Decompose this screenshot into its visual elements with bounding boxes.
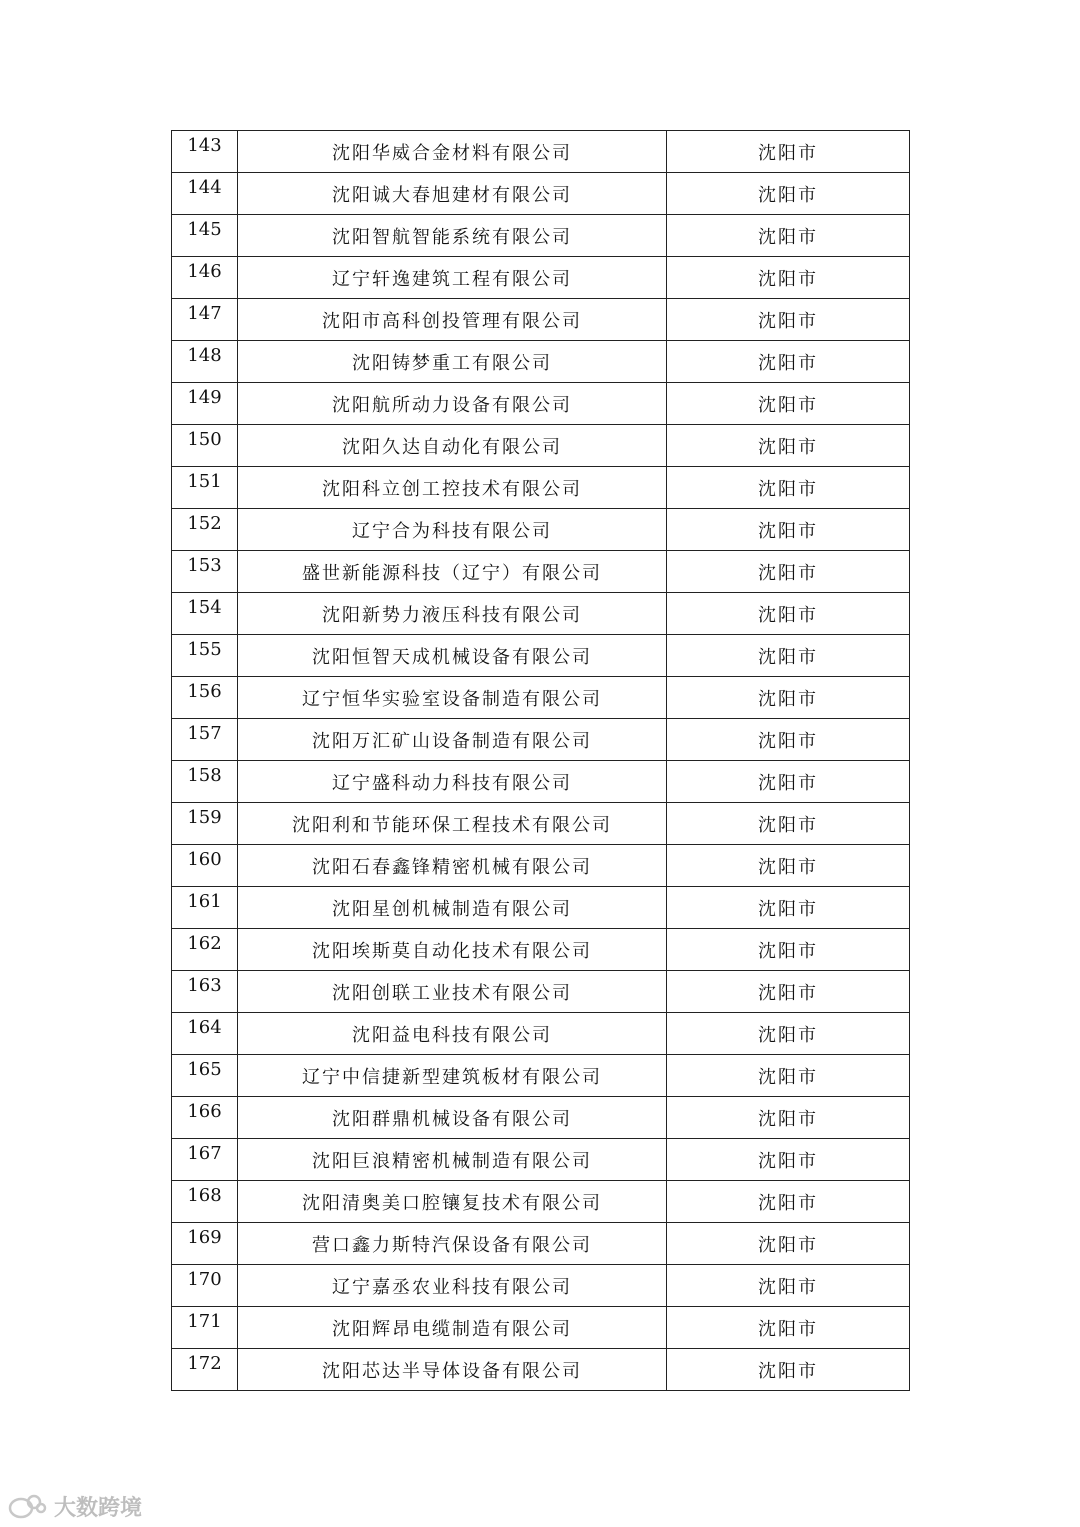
company-name: 沈阳清奥美口腔镶复技术有限公司 <box>238 1181 667 1223</box>
row-number: 144 <box>172 173 238 215</box>
company-name: 沈阳航所动力设备有限公司 <box>238 383 667 425</box>
row-number: 162 <box>172 929 238 971</box>
company-name: 沈阳万汇矿山设备制造有限公司 <box>238 719 667 761</box>
watermark-text: 大数跨境 <box>54 1496 143 1521</box>
company-name: 辽宁盛科动力科技有限公司 <box>238 761 667 803</box>
company-list-table <box>171 130 910 1391</box>
table-body <box>172 131 910 1391</box>
row-number: 143 <box>172 131 238 173</box>
table-row <box>172 341 910 383</box>
city-name: 沈阳市 <box>667 593 910 635</box>
row-number: 155 <box>172 635 238 677</box>
table-row <box>172 131 910 173</box>
city-name: 沈阳市 <box>667 341 910 383</box>
table-row <box>172 1307 910 1349</box>
row-number: 157 <box>172 719 238 761</box>
city-name: 沈阳市 <box>667 1349 910 1391</box>
row-number: 161 <box>172 887 238 929</box>
row-number: 145 <box>172 215 238 257</box>
city-name: 沈阳市 <box>667 551 910 593</box>
row-number: 163 <box>172 971 238 1013</box>
city-name: 沈阳市 <box>667 1265 910 1307</box>
row-number: 153 <box>172 551 238 593</box>
company-name: 沈阳华威合金材料有限公司 <box>238 131 667 173</box>
table-row <box>172 509 910 551</box>
row-number: 160 <box>172 845 238 887</box>
city-name: 沈阳市 <box>667 719 910 761</box>
company-name: 沈阳利和节能环保工程技术有限公司 <box>238 803 667 845</box>
row-number: 152 <box>172 509 238 551</box>
table-row <box>172 887 910 929</box>
company-name: 沈阳恒智天成机械设备有限公司 <box>238 635 667 677</box>
company-name: 辽宁轩逸建筑工程有限公司 <box>238 257 667 299</box>
table-row <box>172 1013 910 1055</box>
table-row <box>172 719 910 761</box>
company-name: 辽宁合为科技有限公司 <box>238 509 667 551</box>
table-row <box>172 1265 910 1307</box>
city-name: 沈阳市 <box>667 761 910 803</box>
company-name: 沈阳辉昂电缆制造有限公司 <box>238 1307 667 1349</box>
row-number: 170 <box>172 1265 238 1307</box>
row-number: 165 <box>172 1055 238 1097</box>
city-name: 沈阳市 <box>667 803 910 845</box>
row-number: 146 <box>172 257 238 299</box>
company-name: 辽宁嘉丞农业科技有限公司 <box>238 1265 667 1307</box>
company-name: 沈阳埃斯莫自动化技术有限公司 <box>238 929 667 971</box>
row-number: 169 <box>172 1223 238 1265</box>
company-name: 沈阳科立创工控技术有限公司 <box>238 467 667 509</box>
row-number: 147 <box>172 299 238 341</box>
city-name: 沈阳市 <box>667 215 910 257</box>
company-name: 沈阳铸梦重工有限公司 <box>238 341 667 383</box>
table-row <box>172 845 910 887</box>
row-number: 148 <box>172 341 238 383</box>
row-number: 171 <box>172 1307 238 1349</box>
company-name: 沈阳智航智能系统有限公司 <box>238 215 667 257</box>
city-name: 沈阳市 <box>667 845 910 887</box>
table-row <box>172 1223 910 1265</box>
table-row <box>172 173 910 215</box>
city-name: 沈阳市 <box>667 299 910 341</box>
company-name: 沈阳群鼎机械设备有限公司 <box>238 1097 667 1139</box>
row-number: 166 <box>172 1097 238 1139</box>
table-row <box>172 1097 910 1139</box>
city-name: 沈阳市 <box>667 971 910 1013</box>
city-name: 沈阳市 <box>667 1013 910 1055</box>
table-row <box>172 467 910 509</box>
table-row <box>172 299 910 341</box>
row-number: 168 <box>172 1181 238 1223</box>
row-number: 164 <box>172 1013 238 1055</box>
city-name: 沈阳市 <box>667 425 910 467</box>
table-row <box>172 383 910 425</box>
table-row <box>172 215 910 257</box>
company-name: 沈阳芯达半导体设备有限公司 <box>238 1349 667 1391</box>
city-name: 沈阳市 <box>667 887 910 929</box>
watermark <box>8 1491 142 1522</box>
city-name: 沈阳市 <box>667 509 910 551</box>
city-name: 沈阳市 <box>667 635 910 677</box>
city-name: 沈阳市 <box>667 257 910 299</box>
table-row <box>172 929 910 971</box>
company-name: 营口鑫力斯特汽保设备有限公司 <box>238 1223 667 1265</box>
table-row <box>172 257 910 299</box>
company-name: 沈阳新势力液压科技有限公司 <box>238 593 667 635</box>
row-number: 159 <box>172 803 238 845</box>
company-name: 盛世新能源科技（辽宁）有限公司 <box>238 551 667 593</box>
table-row <box>172 761 910 803</box>
table-row <box>172 551 910 593</box>
city-name: 沈阳市 <box>667 929 910 971</box>
table-row <box>172 1055 910 1097</box>
city-name: 沈阳市 <box>667 1097 910 1139</box>
row-number: 154 <box>172 593 238 635</box>
company-name: 沈阳市高科创投管理有限公司 <box>238 299 667 341</box>
company-name: 沈阳久达自动化有限公司 <box>238 425 667 467</box>
table-row <box>172 971 910 1013</box>
weibo-logo-icon <box>8 1494 48 1520</box>
table-row <box>172 803 910 845</box>
city-name: 沈阳市 <box>667 383 910 425</box>
company-name: 辽宁中信捷新型建筑板材有限公司 <box>238 1055 667 1097</box>
row-number: 150 <box>172 425 238 467</box>
table-row <box>172 1181 910 1223</box>
company-name: 沈阳创联工业技术有限公司 <box>238 971 667 1013</box>
company-name: 辽宁恒华实验室设备制造有限公司 <box>238 677 667 719</box>
city-name: 沈阳市 <box>667 173 910 215</box>
company-name: 沈阳星创机械制造有限公司 <box>238 887 667 929</box>
city-name: 沈阳市 <box>667 1055 910 1097</box>
table-row <box>172 593 910 635</box>
company-name: 沈阳益电科技有限公司 <box>238 1013 667 1055</box>
city-name: 沈阳市 <box>667 1181 910 1223</box>
table-row <box>172 1349 910 1391</box>
city-name: 沈阳市 <box>667 1223 910 1265</box>
city-name: 沈阳市 <box>667 1139 910 1181</box>
row-number: 149 <box>172 383 238 425</box>
table-row <box>172 425 910 467</box>
city-name: 沈阳市 <box>667 467 910 509</box>
table-row <box>172 635 910 677</box>
row-number: 167 <box>172 1139 238 1181</box>
company-name: 沈阳诚大春旭建材有限公司 <box>238 173 667 215</box>
city-name: 沈阳市 <box>667 677 910 719</box>
table-row <box>172 1139 910 1181</box>
city-name: 沈阳市 <box>667 1307 910 1349</box>
row-number: 151 <box>172 467 238 509</box>
table-row <box>172 677 910 719</box>
row-number: 158 <box>172 761 238 803</box>
company-name: 沈阳巨浪精密机械制造有限公司 <box>238 1139 667 1181</box>
row-number: 172 <box>172 1349 238 1391</box>
city-name: 沈阳市 <box>667 131 910 173</box>
row-number: 156 <box>172 677 238 719</box>
company-name: 沈阳石春鑫锋精密机械有限公司 <box>238 845 667 887</box>
